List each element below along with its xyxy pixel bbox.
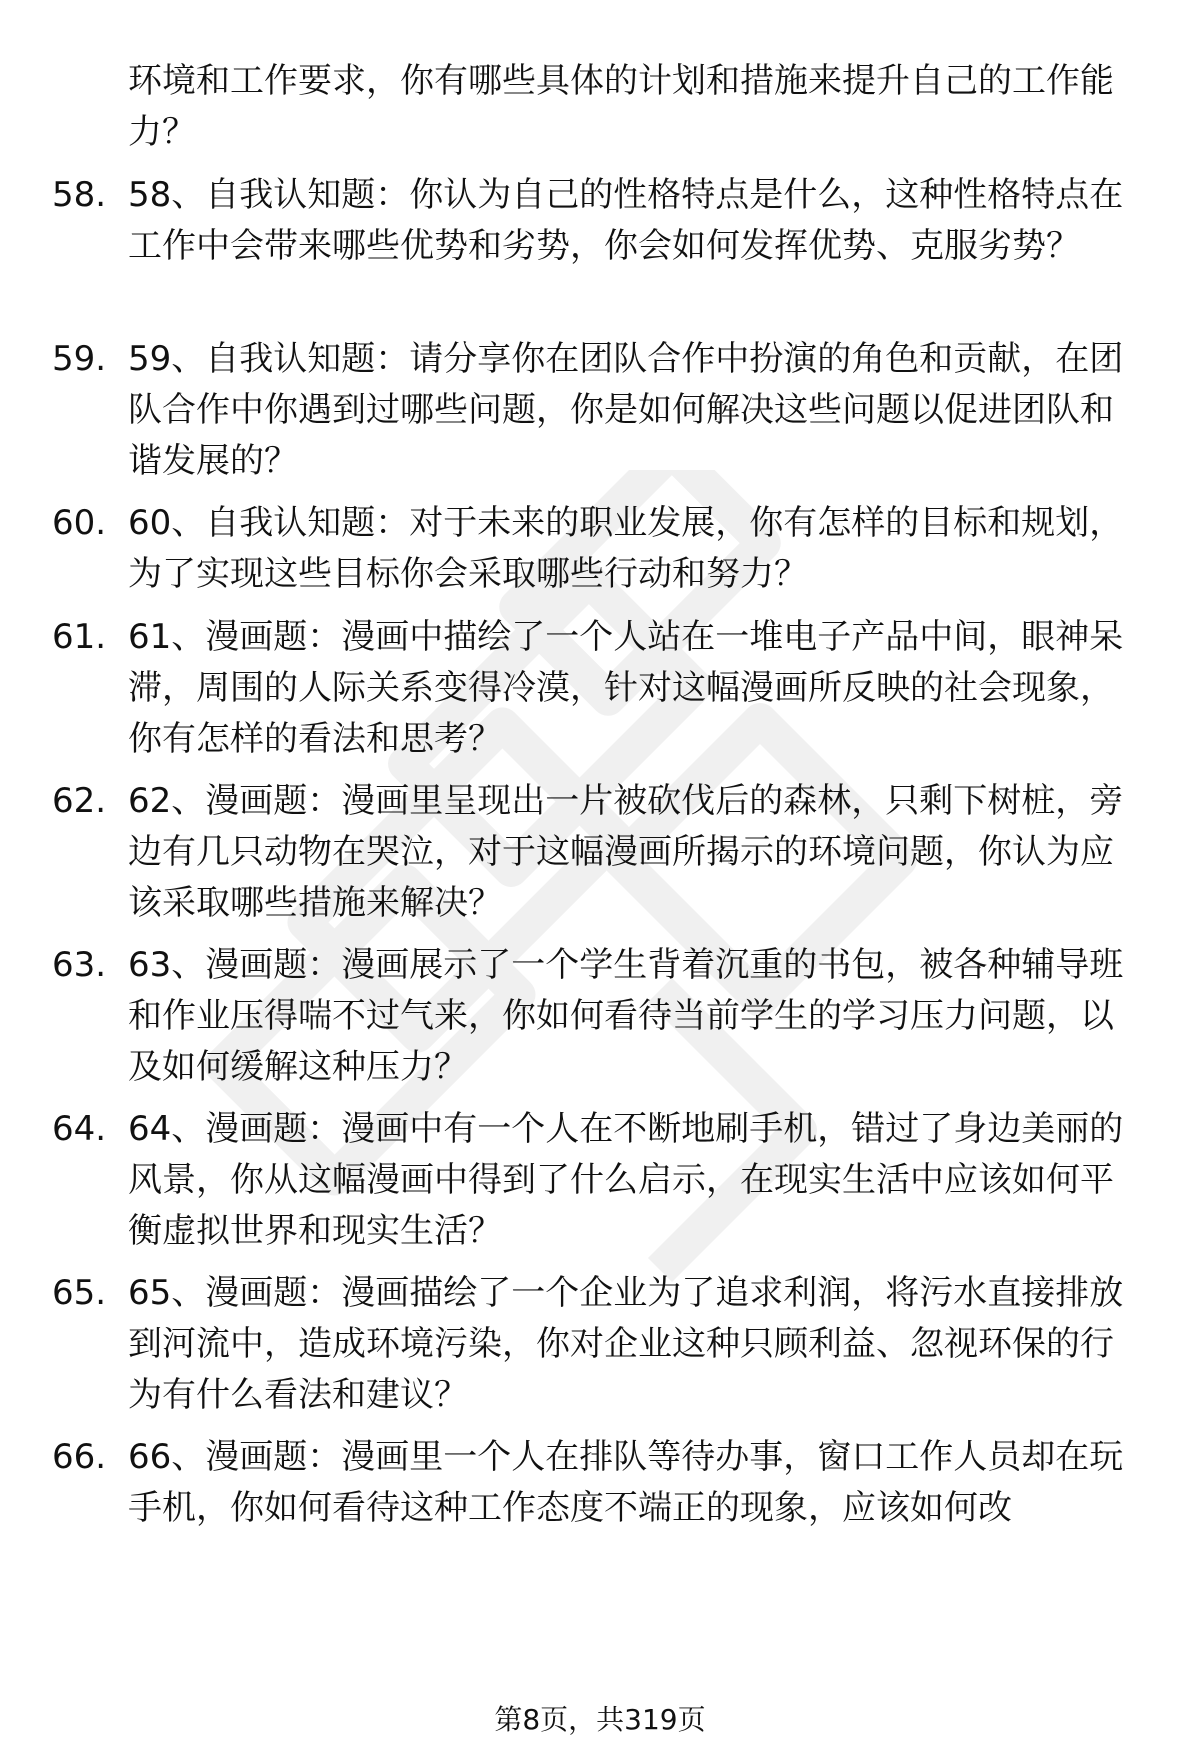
item-number: 65. xyxy=(52,1273,107,1313)
item-text: 65、漫画题：漫画描绘了一个企业为了追求利润，将污水直接排放到河流中，造成环境污染，你对企业这种只顾利益、忽视环保的行为有什么看法和建议？ xyxy=(128,1273,1124,1415)
continuation-text: 环境和工作要求，你有哪些具体的计划和措施来提升自己的工作能力？ xyxy=(128,61,1114,152)
item-text: 60、自我认知题：对于未来的职业发展，你有怎样的目标和规划，为了实现这些目标你会采取哪些行动和努力？ xyxy=(128,503,1124,594)
item-text: 63、漫画题：漫画展示了一个学生背着沉重的书包，被各种辅导班和作业压得喘不过气来，你如何看待当前学生的学习压力问题，以及如何缓解这种压力？ xyxy=(128,945,1124,1087)
item-number: 61. xyxy=(52,617,107,657)
page-footer: 第8页，共319页 xyxy=(494,1703,706,1736)
item-number: 64. xyxy=(52,1109,107,1149)
item-text: 66、漫画题：漫画里一个人在排队等待办事，窗口工作人员却在玩手机，你如何看待这种工作态度不端正的现象，应该如何改 xyxy=(128,1437,1124,1528)
item-text: 61、漫画题：漫画中描绘了一个人站在一堆电子产品中间，眼神呆滞，周围的人际关系变得冷漠，针对这幅漫画所反映的社会现象，你有怎样的看法和思考？ xyxy=(128,617,1124,759)
item-text: 58、自我认知题：你认为自己的性格特点是什么，这种性格特点在工作中会带来哪些优势和劣势，你会如何发挥优势、克服劣势？ xyxy=(128,175,1124,266)
item-number: 60. xyxy=(52,503,107,543)
item-number: 62. xyxy=(52,781,107,821)
item-text: 62、漫画题：漫画里呈现出一片被砍伐后的森林，只剩下树桩，旁边有几只动物在哭泣，对于这幅漫画所揭示的环境问题，你认为应该采取哪些措施来解决？ xyxy=(128,781,1124,923)
item-number: 63. xyxy=(52,945,107,985)
item-number: 66. xyxy=(52,1437,107,1477)
item-text: 64、漫画题：漫画中有一个人在不断地刷手机，错过了身边美丽的风景，你从这幅漫画中得到了什么启示，在现实生活中应该如何平衡虚拟世界和现实生活？ xyxy=(128,1109,1124,1251)
item-number: 58. xyxy=(52,175,107,215)
item-text: 59、自我认知题：请分享你在团队合作中扮演的角色和贡献，在团队合作中你遇到过哪些问题，你是如何解决这些问题以促进团队和谐发展的？ xyxy=(128,339,1124,481)
item-number: 59. xyxy=(52,339,107,379)
